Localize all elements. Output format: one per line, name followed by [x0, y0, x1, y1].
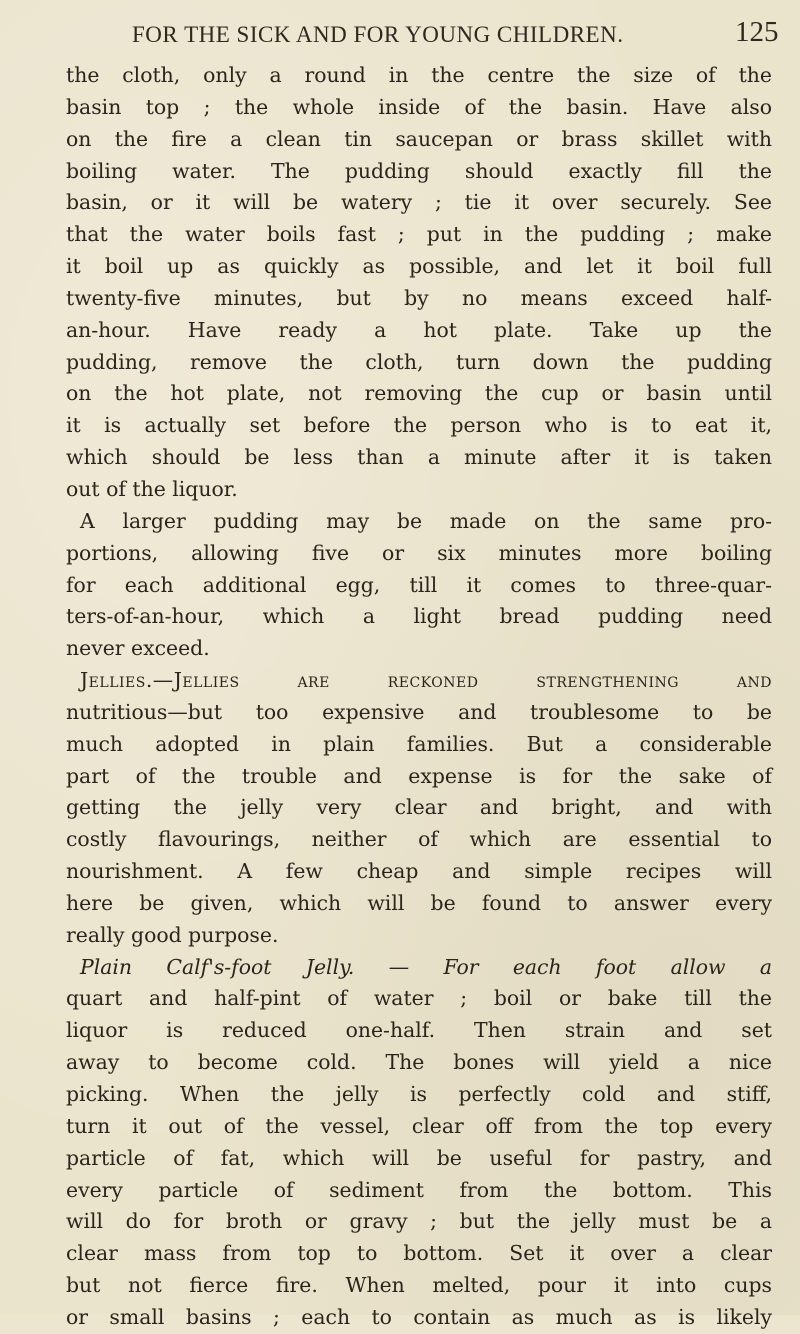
- text-line: boiling water. The pudding should exactly fill the: [66, 158, 772, 183]
- recipe-heading-line: Plain Calf's-foot Jelly. — For each foot allow a: [80, 954, 772, 979]
- text-line: here be given, which will be found to answer every: [66, 890, 772, 915]
- text-line: portions, allowing five or six minutes more boiling: [66, 540, 772, 565]
- running-head: FOR THE SICK AND FOR YOUNG CHILDREN.: [132, 22, 624, 47]
- section-heading-line: Jellies.—Jellies are reckoned strengthening and: [80, 668, 772, 693]
- text-line: A larger pudding may be made on the same pro-: [80, 508, 772, 533]
- text-line: it is actually set before the person who is to eat it,: [66, 413, 772, 438]
- text-line: liquor is reduced one-half. Then strain and set: [66, 1018, 772, 1043]
- text-line: ters-of-an-hour, which a light bread pudding need: [66, 604, 772, 629]
- text-line: or small basins ; each to contain as much as is likely: [66, 1304, 772, 1329]
- text-line: which should be less than a minute after it is taken: [66, 445, 772, 470]
- text-line: but not fierce fire. When melted, pour it into cups: [66, 1273, 772, 1298]
- text-line: away to become cold. The bones will yield a nice: [66, 1050, 772, 1075]
- text-line: turn it out of the vessel, clear off from the top every: [66, 1113, 772, 1138]
- text-line: will do for broth or gravy ; but the jelly must be a: [66, 1209, 772, 1234]
- text-line: basin, or it will be watery ; tie it over securely. See: [66, 190, 772, 215]
- text-line: every particle of sediment from the bottom. This: [66, 1177, 772, 1202]
- text-line: basin top ; the whole inside of the basin. Have also: [66, 94, 772, 119]
- text-line: pudding, remove the cloth, turn down the pudding: [66, 349, 772, 374]
- text-line: quart and half-pint of water ; boil or bake till the: [66, 986, 772, 1011]
- text-line: picking. When the jelly is perfectly cold and stiff,: [66, 1082, 772, 1106]
- text-line: part of the trouble and expense is for the sake of: [66, 763, 772, 788]
- text-line: an-hour. Have ready a hot plate. Take up the: [66, 317, 772, 342]
- body-text: [66, 60, 772, 1334]
- text-line: it boil up as quickly as possible, and let it boil full: [66, 254, 772, 279]
- text-line: getting the jelly very clear and bright, and with: [66, 795, 772, 820]
- text-line: particle of fat, which will be useful for pastry, and: [66, 1145, 772, 1170]
- text-line: out of the liquor.: [66, 476, 238, 501]
- text-line: never exceed.: [66, 636, 210, 661]
- text-line: costly flavourings, neither of which are essential to: [66, 827, 772, 852]
- text-line: the cloth, only a round in the centre the size of the: [66, 63, 772, 87]
- text-line: on the hot plate, not removing the cup or basin until: [66, 381, 772, 406]
- text-line: really good purpose.: [66, 922, 279, 947]
- text-line: that the water boils fast ; put in the pudding ; make: [66, 222, 772, 247]
- text-line: nutritious—but too expensive and troublesome to be: [66, 699, 772, 724]
- text-line: clear mass from top to bottom. Set it over a clear: [66, 1241, 772, 1266]
- text-line: for each additional egg, till it comes to three-quar-: [66, 572, 772, 597]
- text-line: much adopted in plain families. But a considerable: [66, 731, 772, 756]
- text-line: twenty-five minutes, but by no means exceed half-: [66, 285, 772, 310]
- text-line: nourishment. A few cheap and simple recipes will: [66, 859, 772, 884]
- page-number: 125: [735, 16, 779, 48]
- text-line: on the fire a clean tin saucepan or brass skillet with: [66, 126, 772, 151]
